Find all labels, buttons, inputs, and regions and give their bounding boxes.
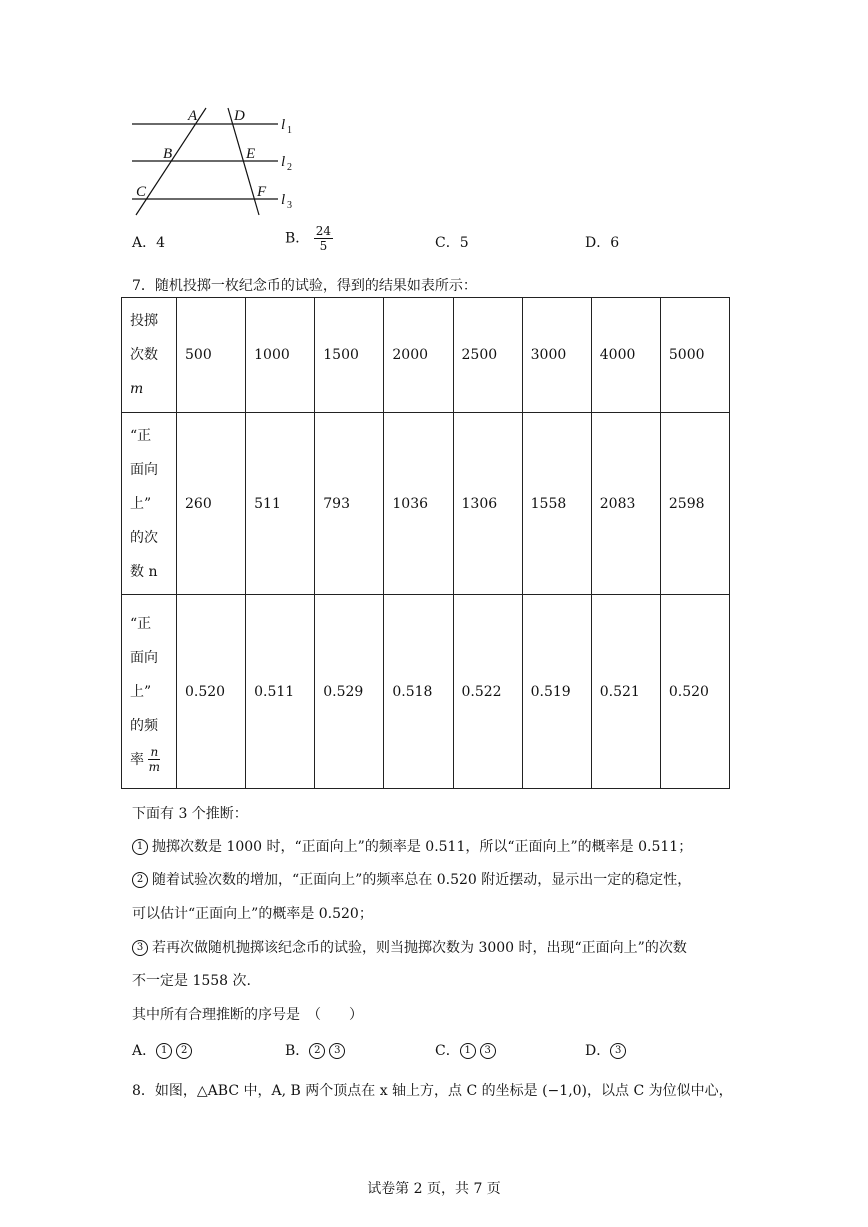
point-e-label: E — [246, 146, 256, 162]
q8-stem: 8．如图，△ABC 中，A, B 两个顶点在 x 轴上方，点 C 的坐标是 (−1,0)，以点 C 为位似中心， — [132, 1083, 733, 1099]
circled-number-1: 1 — [156, 1043, 172, 1059]
page-footer: 试卷第 2 页，共 7 页 — [367, 1181, 501, 1197]
table-cell: 0.511 — [246, 595, 315, 789]
table-row — [122, 413, 730, 595]
line-l1-label: l — [281, 117, 286, 133]
table-cell: 2083 — [591, 413, 660, 595]
inferences-intro: 下面有 3 个推断： — [132, 806, 248, 822]
circled-number-3: 3 — [610, 1043, 626, 1059]
row-header-heads-frequency: “正 面向 上” 的频 率 $\frac{n}{m}$ — [122, 595, 177, 789]
table-row — [122, 298, 730, 413]
table-cell: 4000 — [591, 298, 660, 413]
table-cell: 260 — [177, 413, 246, 595]
inference-3-continued: 不一定是 1558 次. — [132, 973, 251, 989]
table-cell: 2500 — [453, 298, 522, 413]
table-cell: 3000 — [522, 298, 591, 413]
inference-2: 2 随着试验次数的增加，“正面向上”的频率总在 0.520 附近摆动，显示出一定的稳定性， — [132, 869, 691, 889]
table-cell: 1000 — [246, 298, 315, 413]
table-cell: 0.520 — [660, 595, 729, 789]
inference-1: 1 抛掷次数是 1000 时，“正面向上”的频率是 0.511，所以“正面向上”的概率是 0.511； — [132, 836, 692, 856]
q7-option-a[interactable]: A． 1 2 — [132, 1040, 196, 1060]
table-cell: 0.521 — [591, 595, 660, 789]
table-cell: 0.519 — [522, 595, 591, 789]
table-cell: 0.522 — [453, 595, 522, 789]
q6-option-d[interactable]: D．6 — [585, 235, 620, 251]
row-header-throws: 投掷 次数 m — [122, 298, 177, 413]
circled-number-1: 1 — [132, 839, 148, 855]
parallel-lines-figure — [128, 100, 308, 220]
table-cell: 0.520 — [177, 595, 246, 789]
table-cell: 1558 — [522, 413, 591, 595]
q6-option-b-fraction — [314, 224, 333, 253]
q6-option-b[interactable] — [285, 224, 333, 253]
fraction-denominator: 5 — [319, 239, 328, 253]
circled-number-3: 3 — [329, 1043, 345, 1059]
table-cell: 1306 — [453, 413, 522, 595]
results-table — [121, 297, 730, 789]
q7-option-c[interactable]: C． 1 3 — [435, 1040, 500, 1060]
circled-number-2: 2 — [132, 872, 148, 888]
line-l2-label: l — [281, 154, 286, 170]
q6-option-c[interactable]: C．5 — [435, 235, 469, 251]
table-cell: 1500 — [315, 298, 384, 413]
q7-option-d[interactable]: D． 3 — [585, 1040, 630, 1060]
point-f-label: F — [257, 184, 267, 200]
table-cell: 5000 — [660, 298, 729, 413]
line-l1-subscript: 1 — [287, 125, 292, 136]
q7-question: 其中所有合理推断的序号是 （ ） — [132, 1007, 363, 1023]
line-l3-subscript: 3 — [287, 200, 292, 211]
q6-option-a[interactable]: A．4 — [132, 235, 166, 251]
circled-number-3: 3 — [132, 940, 148, 956]
circled-number-1: 1 — [460, 1043, 476, 1059]
table-cell: 793 — [315, 413, 384, 595]
q6-option-b-label: B． — [285, 230, 310, 247]
row-header-heads-count: “正 面向 上” 的次 数 n — [122, 413, 177, 595]
inference-2-continued: 可以估计“正面向上”的概率是 0.520； — [132, 906, 373, 922]
table-cell: 0.518 — [384, 595, 453, 789]
point-c-label: C — [136, 184, 147, 200]
line-l3-label: l — [281, 192, 286, 208]
q7-option-b[interactable]: B． 2 3 — [285, 1040, 349, 1060]
circled-number-3: 3 — [480, 1043, 496, 1059]
n-over-m-fraction: $\frac{n}{m}$ — [148, 745, 161, 774]
table-cell: 2000 — [384, 298, 453, 413]
table-cell: 500 — [177, 298, 246, 413]
point-a-label: A — [188, 108, 198, 124]
point-b-label: B — [163, 146, 173, 162]
table-cell: 0.529 — [315, 595, 384, 789]
inference-3: 3 若再次做随机抛掷该纪念币的试验，则当抛掷次数为 3000 时，出现“正面向上”的次数 — [132, 937, 687, 957]
circled-number-2: 2 — [176, 1043, 192, 1059]
table-row — [122, 595, 730, 789]
table-cell: 2598 — [660, 413, 729, 595]
point-d-label: D — [234, 108, 245, 124]
table-cell: 1036 — [384, 413, 453, 595]
circled-number-2: 2 — [309, 1043, 325, 1059]
q7-stem: 7．随机投掷一枚纪念币的试验，得到的结果如表所示： — [132, 278, 477, 294]
fraction-numerator: 24 — [315, 224, 332, 238]
line-l2-subscript: 2 — [287, 162, 292, 173]
table-cell: 511 — [246, 413, 315, 595]
